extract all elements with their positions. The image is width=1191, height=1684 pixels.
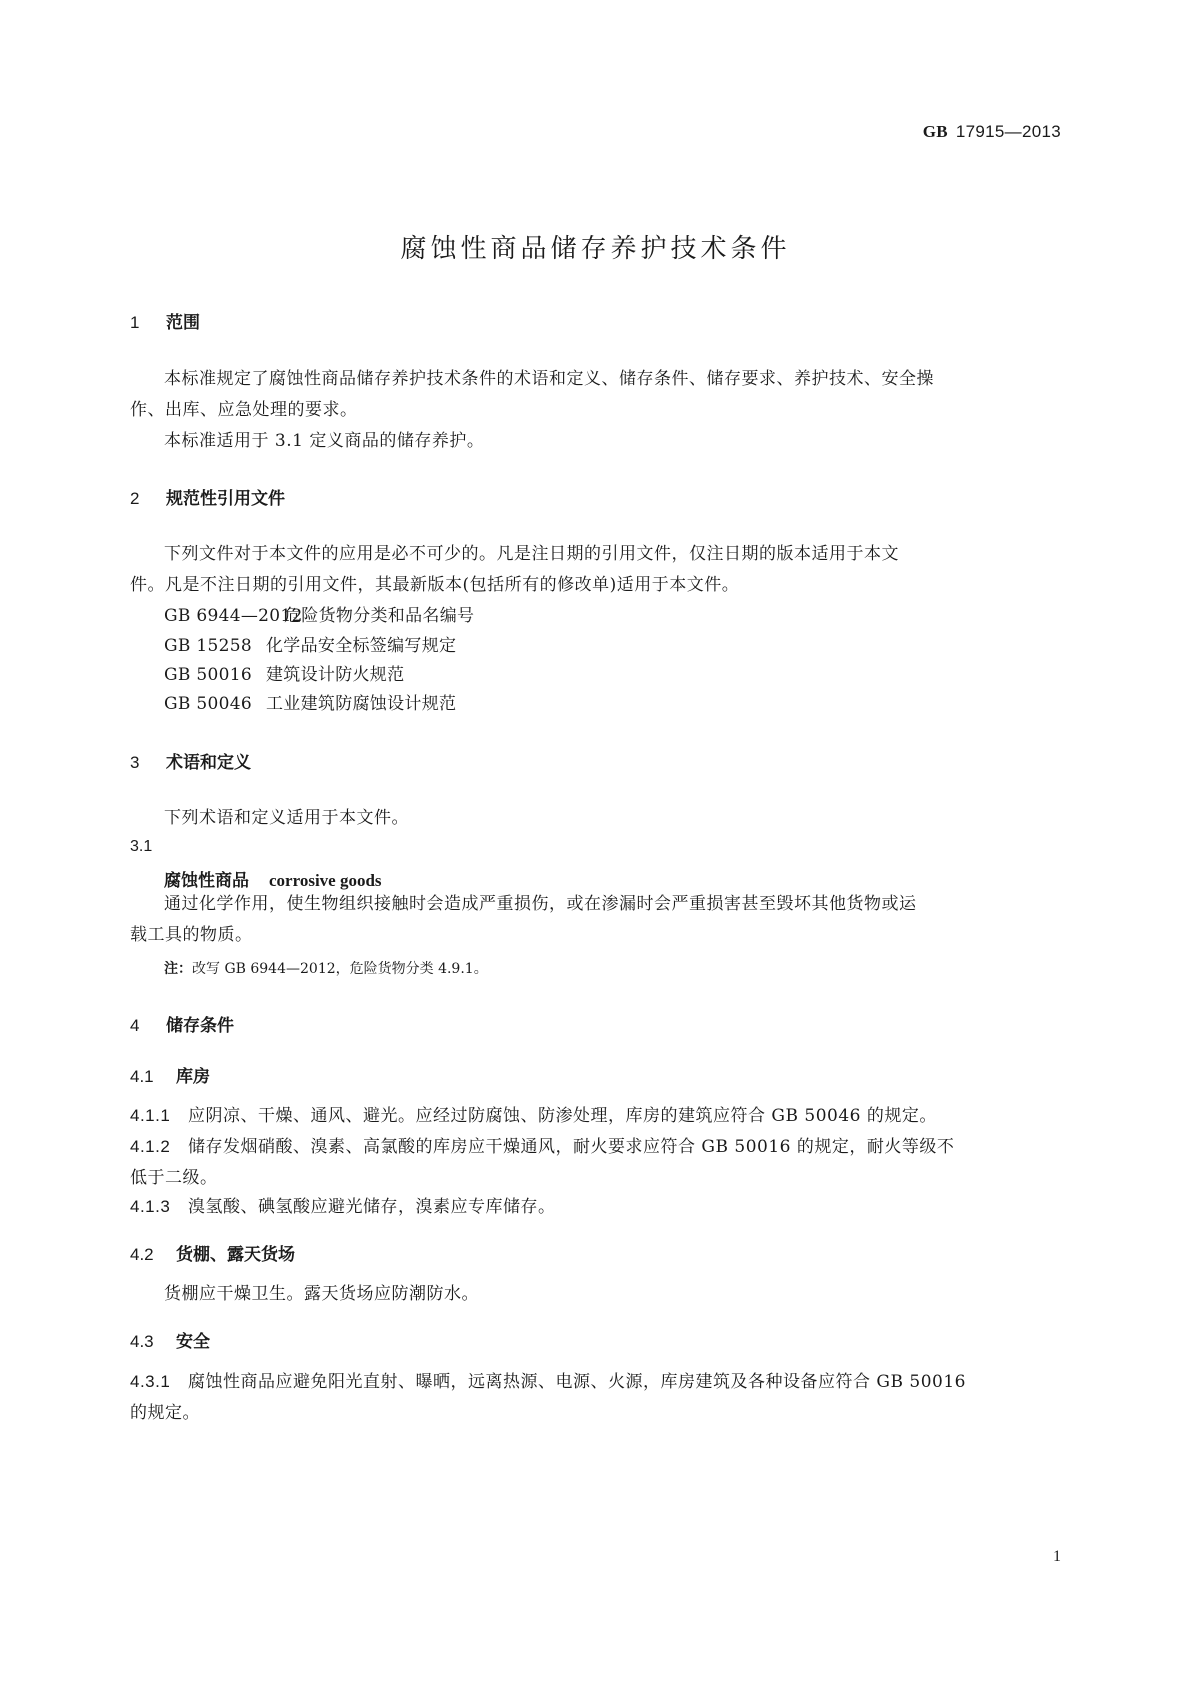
reference-title: 工业建筑防腐蚀设计规范	[266, 694, 457, 714]
paragraph-line: 下列术语和定义适用于本文件。	[164, 808, 409, 828]
subsection-4-1-heading	[130, 1062, 1061, 1087]
paragraph-line: 本标准规定了腐蚀性商品储存养护技术条件的术语和定义、储存条件、储存要求、养护技术、安全操	[164, 369, 934, 389]
clause-text: 应阴凉、干燥、通风、避光。应经过防腐蚀、防渗处理，库房的建筑应符合 GB 50046 的规定。	[188, 1106, 937, 1126]
reference-item	[164, 689, 456, 714]
clause-text: 低于二级。	[130, 1168, 218, 1188]
section-number: 4	[130, 1016, 140, 1035]
subsection-number: 4.3	[130, 1332, 154, 1351]
clause-4-1-3	[130, 1191, 1061, 1223]
section-1-heading	[130, 308, 1061, 333]
reference-title: 危险货物分类和品名编号	[284, 606, 475, 626]
term-definition	[130, 889, 1061, 951]
section-number: 1	[130, 313, 140, 332]
section-3-intro	[130, 803, 1061, 834]
section-title: 规范性引用文件	[166, 489, 285, 509]
section-number: 3	[130, 753, 140, 772]
paragraph-line: 通过化学作用，使生物组织接触时会造成严重损伤，或在渗漏时会严重损害甚至毁坏其他货物或运	[164, 894, 917, 914]
term-english: corrosive goods	[269, 871, 382, 890]
clause-number: 4.1.3	[130, 1197, 171, 1216]
reference-code: GB 15258	[164, 636, 252, 656]
clause-text: 腐蚀性商品应避免阳光直射、曝晒，远离热源、电源、火源，库房建筑及各种设备应符合 GB 50016	[188, 1372, 966, 1392]
standard-header	[923, 122, 1061, 142]
section-3-heading	[130, 748, 1061, 773]
reference-item	[164, 631, 456, 656]
paragraph-line: 本标准适用于 3.1 定义商品的储存养护。	[164, 431, 485, 451]
section-4-heading	[130, 1011, 1061, 1036]
paragraph-line: 件。凡是不注日期的引用文件，其最新版本(包括所有的修改单)适用于本文件。	[130, 575, 740, 595]
term-heading	[164, 866, 382, 891]
reference-item	[164, 660, 404, 685]
clause-text: 的规定。	[130, 1403, 200, 1423]
subsection-title: 库房	[176, 1067, 210, 1087]
paragraph-line: 作、出库、应急处理的要求。	[130, 400, 358, 420]
reference-title: 化学品安全标签编写规定	[266, 636, 457, 656]
clause-number: 4.1.2	[130, 1137, 171, 1156]
subsection-number: 4.2	[130, 1245, 154, 1264]
subsection-4-2-heading	[130, 1240, 1061, 1265]
note-label: 注：	[164, 961, 192, 977]
reference-code: GB 50016	[164, 665, 252, 685]
section-2-paragraph	[130, 539, 1061, 601]
clause-4-3-1	[130, 1366, 1061, 1429]
subsection-title: 安全	[176, 1332, 210, 1352]
subsection-title: 货棚、露天货场	[176, 1245, 295, 1265]
term-note	[164, 958, 488, 978]
reference-item	[164, 601, 474, 626]
paragraph-line: 下列文件对于本文件的应用是必不可少的。凡是注日期的引用文件，仅注日期的版本适用于本文	[164, 544, 899, 564]
reference-code: GB 50046	[164, 694, 252, 714]
clause-number: 4.3.1	[130, 1372, 171, 1391]
term-number: 3.1	[130, 838, 153, 855]
section-title: 储存条件	[166, 1016, 234, 1036]
clause-text: 储存发烟硝酸、溴素、高氯酸的库房应干燥通风，耐火要求应符合 GB 50016 的规定，耐火等级不	[188, 1137, 955, 1157]
standard-prefix: GB	[922, 122, 948, 141]
clause-number: 4.1.1	[130, 1106, 171, 1125]
term-chinese: 腐蚀性商品	[164, 871, 249, 891]
subsection-number: 4.1	[130, 1067, 154, 1086]
subsection-4-3-heading	[130, 1327, 1061, 1352]
subsection-4-2-text	[130, 1279, 1061, 1310]
paragraph-line: 货棚应干燥卫生。露天货场应防潮防水。	[164, 1284, 479, 1304]
page-number: 1	[1053, 1548, 1061, 1565]
reference-code: GB 6944—2012	[164, 606, 303, 626]
clause-4-1-2	[130, 1131, 1061, 1194]
reference-title: 建筑设计防火规范	[266, 665, 405, 685]
clause-4-1-1	[130, 1100, 1061, 1132]
section-title: 术语和定义	[166, 753, 251, 773]
standard-number: 17915—2013	[955, 122, 1061, 141]
clause-text: 溴氢酸、碘氢酸应避光储存，溴素应专库储存。	[188, 1197, 556, 1217]
paragraph-line: 载工具的物质。	[130, 925, 253, 945]
section-2-heading	[130, 484, 1061, 509]
note-text: 改写 GB 6944—2012，危险货物分类 4.9.1。	[192, 961, 488, 977]
document-title: 腐蚀性商品储存养护技术条件	[400, 234, 791, 264]
section-number: 2	[130, 489, 140, 508]
section-1-paragraph	[130, 364, 1061, 457]
section-title: 范围	[166, 313, 200, 333]
